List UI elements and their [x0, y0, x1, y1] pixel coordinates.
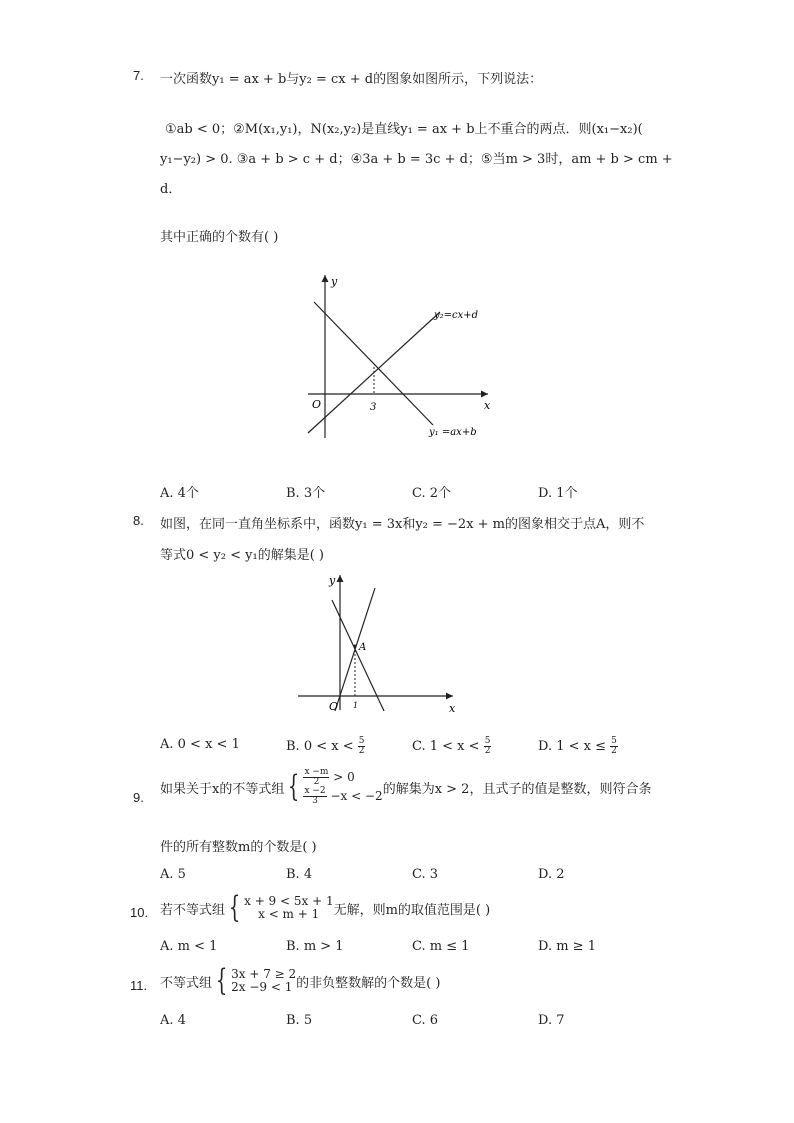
q9-number: 9. [133, 790, 144, 805]
q9-row2-fraction [303, 787, 326, 806]
q8-option-c-text: C. 1 < x < [412, 739, 480, 754]
q8-option-c-numerator: 5 [484, 736, 491, 746]
q7-option-d[interactable]: D. 1个 [538, 486, 578, 501]
q9-row1-rest: > 0 [333, 770, 355, 784]
q8-number: 8. [133, 513, 144, 528]
q9-row2-rest: −x < −2 [330, 789, 383, 803]
q9-row1-fraction [303, 768, 329, 787]
q9-option-c[interactable]: C. 3 [412, 867, 439, 882]
q10-suffix: 无解，则m的取值范围是( ) [333, 902, 491, 918]
q9-row1-numerator: x −m [304, 767, 329, 777]
q7-graph [300, 270, 500, 445]
q8-option-b[interactable] [286, 737, 365, 756]
q9-row2-numerator: x −2 [304, 786, 326, 796]
q9-suffix: 的解集为x > 2，且式子的值是整数，则符合条 [382, 781, 652, 797]
q8-option-b-numerator: 5 [358, 736, 365, 746]
q7-stem: 一次函数y₁ = ax + b与y₂ = cx + d的图象如图所示，下列说法： [160, 72, 543, 87]
q9-stem [160, 768, 651, 806]
q7-statement-line2: y₁−y₂) > 0. ③a + b > c + d；④3a + b = 3c + d；⑤当m > 3时，am + b > cm + [160, 152, 673, 167]
q8-tick-label: 1 [353, 701, 359, 710]
q11-system-row2: 2x −9 < 1 [231, 980, 293, 994]
q8-option-a[interactable]: A. 0 < x < 1 [160, 737, 240, 752]
q7-x-label: x [484, 399, 491, 412]
q11-number: 11. [130, 978, 148, 993]
q11-option-c[interactable]: C. 6 [412, 1013, 439, 1028]
q8-origin-label: O [329, 700, 339, 713]
q8-option-d-text: D. 1 < x ≤ [538, 739, 607, 754]
q7-tick-label: 3 [370, 402, 377, 413]
q10-system-row2: x < m + 1 [258, 907, 320, 921]
q7-y-label: y [331, 275, 338, 288]
q11-prefix: 不等式组 [160, 975, 213, 991]
q8-option-b-fraction [358, 737, 366, 756]
q9-option-b[interactable]: B. 4 [286, 867, 313, 882]
q10-option-c[interactable]: C. m ≤ 1 [412, 939, 470, 954]
q11-option-d[interactable]: D. 7 [538, 1013, 565, 1028]
q11-option-a[interactable]: A. 4 [160, 1013, 186, 1028]
q10-prefix: 若不等式组 [160, 902, 226, 918]
q9-line2: 件的所有整数m的个数是( ) [160, 840, 317, 855]
q8-option-c-fraction [484, 737, 492, 756]
q8-y-label: y [329, 574, 336, 587]
q10-option-d[interactable]: D. m ≥ 1 [538, 939, 596, 954]
q11-suffix: 的非负整数解的个数是( ) [296, 975, 441, 991]
q8-stem-line2: 等式0 < y₂ < y₁的解集是( ) [160, 548, 324, 563]
q9-row1-denominator: 2 [313, 777, 320, 787]
q7-option-c[interactable]: C. 2个 [412, 486, 452, 501]
q8-option-d-denominator: 2 [611, 746, 617, 756]
q8-option-c[interactable] [412, 737, 491, 756]
q8-option-d-numerator: 5 [611, 736, 617, 746]
q8-point-a-label: A [359, 642, 367, 653]
q9-system [303, 768, 382, 806]
q11-stem [160, 963, 441, 998]
q10-system-row1: x + 9 < 5x + 1 [244, 894, 334, 908]
q7-origin-label: O [312, 398, 322, 411]
q10-stem [160, 890, 491, 925]
q7-statement-line3: d． [160, 182, 182, 197]
q7-line2-label: y₂=cx+d [434, 310, 479, 321]
q9-system-row2 [303, 787, 382, 806]
q8-option-b-text: B. 0 < x < [286, 739, 354, 754]
q9-prefix: 如果关于x的不等式组 [160, 781, 285, 797]
q7-option-b[interactable]: B. 3个 [286, 486, 326, 501]
q7-number: 7. [133, 68, 144, 83]
q8-option-c-denominator: 2 [484, 746, 491, 756]
q10-option-a[interactable]: A. m < 1 [160, 939, 218, 954]
q10-number: 10. [130, 905, 149, 920]
q9-option-d[interactable]: D. 2 [538, 867, 565, 882]
q7-question: 其中正确的个数有( ) [160, 230, 279, 245]
q8-option-d-fraction [610, 737, 618, 756]
q7-statement-line1: ①ab < 0；②M(x₁,y₁)，N(x₂,y₂)是直线y₁ = ax + b上不重合的两点．则(x₁−x₂)( [165, 122, 643, 137]
q11-system-row1: 3x + 7 ≥ 2 [231, 967, 297, 981]
q9-system-row1 [303, 768, 382, 787]
q8-x-label: x [449, 702, 456, 715]
q8-point-a [354, 645, 357, 648]
q11-system [231, 968, 296, 994]
q7-option-a[interactable]: A. 4个 [160, 486, 199, 501]
q11-option-b[interactable]: B. 5 [286, 1013, 313, 1028]
q10-option-b[interactable]: B. m > 1 [286, 939, 344, 954]
q9-brace: { [288, 769, 300, 804]
q10-brace: { [228, 890, 241, 925]
q8-option-b-denominator: 2 [358, 746, 365, 756]
q8-option-d[interactable] [538, 737, 618, 756]
q8-stem-line1: 如图，在同一直角坐标系中，函数y₁ = 3x和y₂ = −2x + m的图象相交于点A，则不 [160, 517, 645, 532]
q11-brace: { [215, 963, 228, 998]
q10-system [244, 895, 334, 921]
q9-option-a[interactable]: A. 5 [160, 867, 186, 882]
q7-line1-label: y₁ =ax+b [429, 427, 477, 438]
q9-row2-denominator: 3 [312, 796, 318, 806]
q8-graph [295, 570, 465, 720]
